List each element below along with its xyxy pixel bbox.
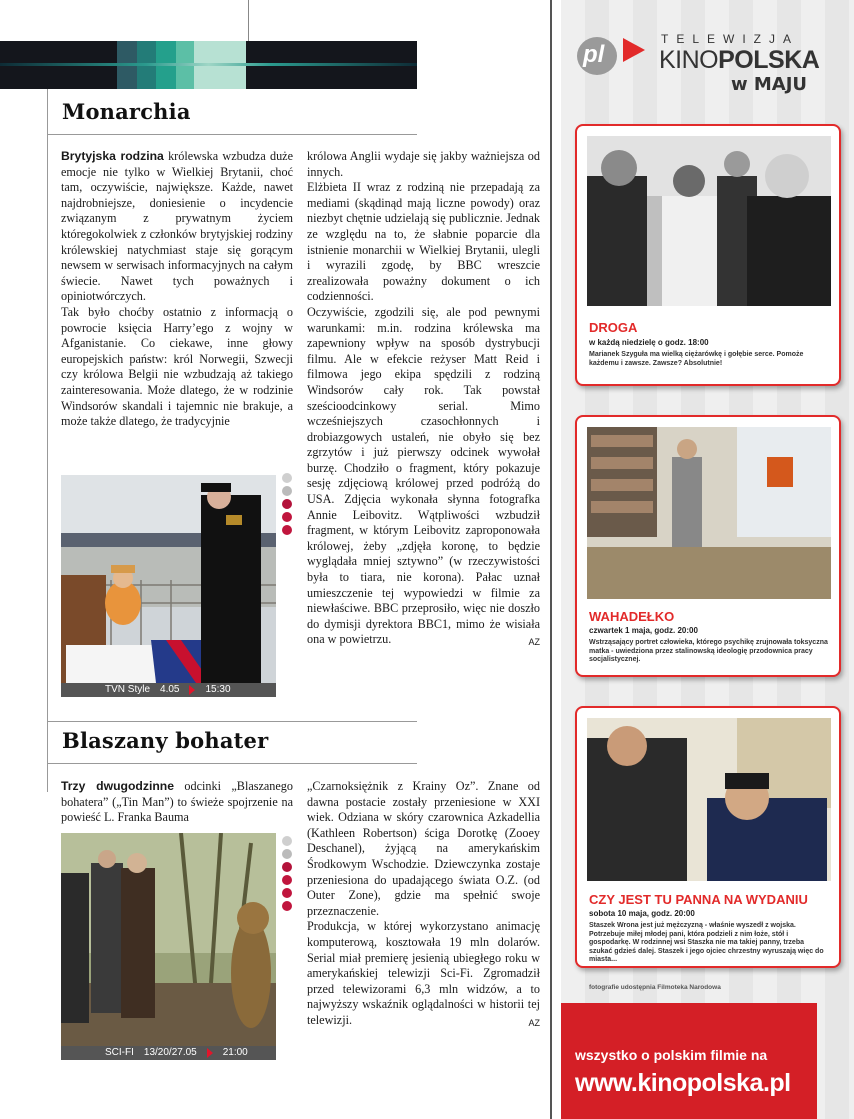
photo-queen: [61, 475, 276, 697]
body-text: królewska wzbudza duże emocje nie tylko w Wielkiej Brytanii, choć tam, oczywiście, największe. Każde, nawet najdrobniejsze, doniesienie o incydencie związanym z prywatnym życiem któregokolwiek z członków brytyjskiej rodziny królewskiej natychmiast staje się gorącym newsem w serwisach informacyjnych na całym świecie. Nawet tych poważnych i opiniotwórczych.: [61, 149, 293, 304]
program-card: [575, 124, 841, 386]
body-text: Produkcja, w której wykorzystano animację komputerową, kosztowała 19 mln dolarów. Serial miał premierę jesienią ubiegłego roku w amerykańskiej telewizji Sci-Fi. Zgromadził przed telewizorami 6,3 mln widzów, a to najwyższy wskaźnik oglądalności w historii tej telewizji.: [307, 919, 540, 1027]
film-schedule: czwartek 1 maja, godz. 20:00: [589, 626, 698, 635]
broadcast-info: [61, 1046, 276, 1060]
channel-label: TVN Style: [105, 684, 151, 695]
left-rule: [47, 722, 48, 792]
lead-in: Brytyjska rodzina: [61, 149, 164, 163]
program-card: [575, 415, 841, 677]
body-text: Elżbieta II wraz z rodziną nie przepadają za mediami (skądinąd mają liczne powody) oraz niezbyt chętnie udzielają się publicznie. Jednak ze względu na to, że słabnie poparcie dla istnienie monarchii w Wielkiej Brytanii, ulegli i wyrazili zgodę, by BBC wreszcie zrealizowała poważny dokument o ich codzienności.: [307, 180, 540, 304]
logo-pl: pl: [583, 41, 605, 68]
body-text: „Czarnoksiężnik z Krainy Oz”. Znane od dawna postacie zostały przeniesione w XXI wiek. Odziana w skóry czarownica Azkadellia (Kathleen Robertson) ściga Dorotkę (Zooey Deschanel), żyjącą na amerykańskim Środkowym Wschodzie. Dziewczynka zostaje przeniesiona do upadającego świata O.Z. (od Outer Zone), gdzie ma spełnić swoje przeznaczenie.: [307, 779, 540, 918]
film-still: [587, 427, 829, 599]
logo-month: w MAJU: [731, 74, 808, 95]
body-text: odcinki „Blaszanego bohatera” („Tin Man”) to świeże spojrzenie na powieść L. Franka Bauma: [61, 779, 293, 825]
title-underline: [47, 134, 417, 135]
film-title: DROGA: [589, 320, 638, 335]
author-signature: AZ: [528, 1017, 540, 1028]
website-promo: [561, 1003, 817, 1119]
decorative-dots: [282, 836, 294, 914]
decorative-dots: [282, 473, 294, 538]
monarchia-column-1: [61, 149, 293, 430]
header-banner: [0, 41, 417, 89]
play-arrow-icon: [207, 1048, 213, 1058]
title-underline: [47, 763, 417, 764]
author-signature: AZ: [528, 637, 540, 647]
lead-in: Trzy dwugodzinne: [61, 779, 174, 793]
program-card: [575, 706, 841, 968]
film-still: [587, 718, 829, 881]
blaszany-column-1: [61, 779, 293, 826]
section-divider: [47, 721, 417, 722]
date-label: 4.05: [160, 684, 180, 695]
kinopolska-advert: [561, 0, 854, 1119]
film-description: Wstrząsający portret człowieka, którego psychikę zrujnowała toksyczna matka - uwiedziona przez stalinowską ideologię przodownica pracy socjalistycznej.: [589, 639, 828, 663]
promo-text: wszystko o polskim filmie na: [575, 1047, 768, 1063]
left-rule: [47, 89, 48, 721]
film-still: [587, 136, 829, 306]
top-rule: [248, 0, 249, 42]
blaszany-column-2: [307, 779, 540, 1031]
body-text: królowa Anglii wydaje się jakby ważniejsza od innych.: [307, 149, 540, 179]
channel-label: SCI-FI: [105, 1047, 134, 1058]
kinopolska-logo: [575, 30, 845, 102]
body-text: Tak było choćby ostatnio z informacją o powrocie księcia Harry’ego z wojny w Afganistanie. Co ciekawe, inne głowy europejskich państw: król Norwegii, Szwecji czy królowa Belgii nie wzbudzają aż takiego zainteresowania. Może dlatego, że w rodzinie Windsorów skandali i tajemnic nie brakuje, a może także dlatego, że tradycyjnie: [61, 304, 293, 429]
logo-telewizja: TELEWIZJA: [661, 32, 800, 46]
time-label: 21:00: [222, 1047, 248, 1058]
column-separator: [550, 0, 552, 1119]
photo-credit: fotografie udostępnia Filmoteka Narodowa: [589, 984, 721, 991]
time-label: 15:30: [205, 684, 231, 695]
film-title: WAHADEŁKO: [589, 609, 675, 624]
website-link[interactable]: www.kinopolska.pl: [575, 1069, 791, 1097]
film-schedule: sobota 10 maja, godz. 20:00: [589, 909, 695, 918]
film-title: CZY JEST TU PANNA NA WYDANIU: [589, 892, 808, 907]
monarchia-column-2: [307, 149, 540, 651]
film-schedule: w każdą niedzielę o godz. 18:00: [589, 338, 709, 347]
body-text: Oczywiście, zgodzili się, ale pod pewnymi warunkami: m.in. rodzina królewska ma zapewniony wpływ na sposób dystrybucji filmu. Ale w efekcie reżyser Matt Reid i filmowa jego ekipa spędzili z rodziną Windsorów cały rok. Tak powstał sześcioodcinkowy serial. Mimo wcześniejszych czasochłonnych i drobiazgowych ustaleń, nie obyło się bez zgrzytów i już pierwszy odcinek wywołał burzę. Chodziło o fragment, który pokazuje sesję zdjęciową królowej przed podróżą do USA. Zdjęcia wykonała słynna fotografka Annie Leibovitz. Wątpliwości wzbudził fragment, w którym Leibovitz zaproponowała królowej, żeby „zdjęła koronę, to będzie wyglądała mniej sztywno” (w rzeczywistości była to tiara, nie korona). Pałac uznał umieszczenie tej wypowiedzi w filmie za niewłaściwe. BBC przeprosiło, więc nie doszło do dymisji dyrektora BBC1, mimo że wisiała ona w powietrzu.: [307, 304, 540, 647]
play-arrow-icon: [189, 685, 195, 695]
broadcast-info: [61, 683, 276, 697]
section-title-blaszany: Blaszany bohater: [62, 728, 269, 753]
photo-tin-man: [61, 833, 276, 1060]
logo-kinopolska: KINOPOLSKA: [659, 46, 820, 74]
film-description: Staszek Wrona jest już mężczyzną - właśnie wyszedł z wojska. Potrzebuje miłej młodej pani, która podzieli z nim łoże, stół i gospodarkę. W rodzinnej wsi Staszka nie ma takiej panny, trzeba szukać gdzieś dalej. Staszek i jego ojciec chrzestny wyruszają więc do miasta...: [589, 922, 824, 963]
film-description: Marianek Szyguła ma wielką ciężarówkę i gołębie serce. Pomoże każdemu i zawsze. Zawsze? Absolutnie!: [589, 351, 804, 367]
date-label: 13/20/27.05: [143, 1047, 197, 1058]
section-title-monarchia: Monarchia: [62, 99, 191, 124]
